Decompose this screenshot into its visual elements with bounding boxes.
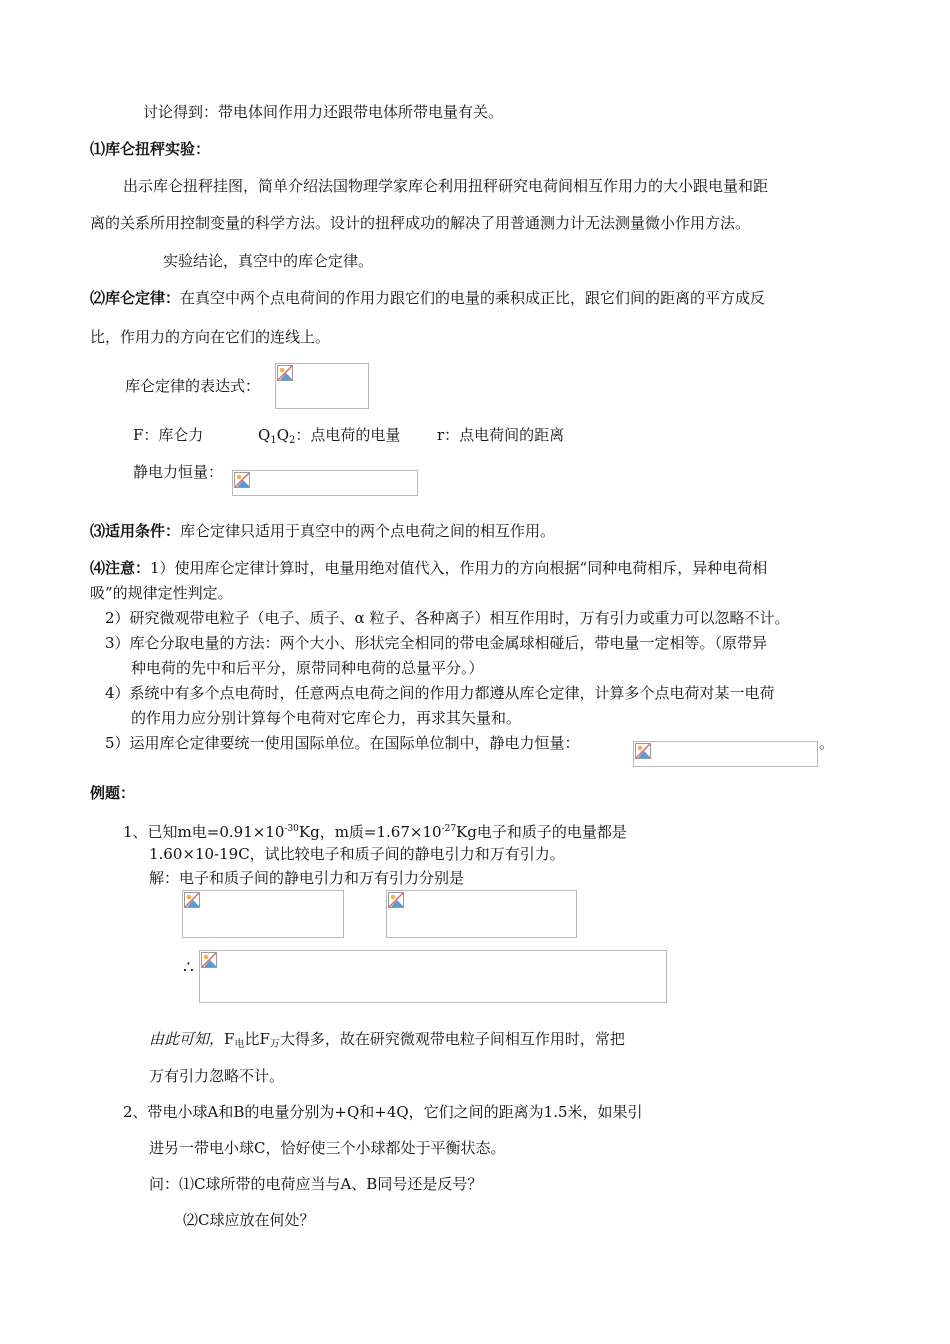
heading-notes: ⑷注意： [90,559,151,577]
symbol-r: r：点电荷间的距离 [437,426,565,444]
conditions-text: 库仑定律只适用于真空中的两个点电荷之间的相互作用。 [180,522,556,540]
paragraph-line: 出示库仑扭秤挂图，简单介绍法国物理学家库仑利用扭秤研究电荷间相互作用力的大小跟电量和距 [123,177,769,195]
discussion-text: 讨论得到：带电体间作用力还跟带电体所带电量有关。 [143,103,504,121]
therefore-symbol: ∴ [183,958,194,978]
symbol-f: F：库仑力 [133,426,204,444]
coulomb-law-line [90,288,765,308]
note-5-period: 。 [819,734,835,752]
formula-image [275,363,369,409]
note-3-continued: 种电荷的先中和后平分，原带同种电荷的总量平分。） [131,659,484,677]
constant-image [232,470,418,496]
heading-coulomb-law: ⑵库仑定律： [90,289,181,307]
symbol-q1q2: $Q_1Q_2$：点电荷的电量 [258,426,401,446]
paragraph-line: 比，作用力的方向在它们的连线上。 [90,328,331,346]
paragraph-line: 离的关系所用控制变量的科学方法。设计的扭秤成功的解决了用普通测力计无法测量微小作用方法。 [90,214,751,232]
note-1-text: 1）使用库仑定律计算时，电量用绝对值代入，作用力的方向根据“同种电荷相斥，异种电荷相 [150,559,768,577]
constant-image-2 [633,741,818,767]
broken-image-icon [201,952,217,968]
example-1-solution: 解：电子和质子间的静电引力和万有引力分别是 [149,869,465,887]
experiment-conclusion: 实验结论，真空中的库仑定律。 [163,252,374,270]
formula-image-electric [182,890,344,938]
formula-image-ratio [199,950,667,1003]
conditions-line [90,521,555,541]
note-3: 3）库仑分取电量的方法：两个大小、形状完全相同的带电金属球相碰后，带电量一定相等。（原带异 [105,634,768,652]
example-1-conclusion-continued: 万有引力忽略不计。 [149,1067,285,1085]
broken-image-icon [277,365,293,381]
note-5: 5）运用库仑定律要统一使用国际单位。在国际单位制中，静电力恒量： [105,734,580,752]
example-2-question-2: ⑵C球应放在何处？ [183,1211,315,1229]
note-4: 4）系统中有多个点电荷时，任意两点电荷之间的作用力都遵从库仑定律，计算多个点电荷对某一电荷 [105,684,775,702]
expression-label: 库仑定律的表达式： [125,377,261,395]
heading-torsion-experiment: ⑴库仑扭秤实验： [90,140,211,158]
notes-line [90,558,767,578]
heading-examples: 例题： [90,784,136,802]
example-2-question-1: 问：⑴C球所带的电荷应当与A、B同号还是反号？ [149,1175,483,1193]
note-1-continued: 吸”的规律定性判定。 [90,584,233,602]
broken-image-icon [635,743,651,759]
heading-conditions: ⑶适用条件： [90,522,181,540]
broken-image-icon [184,892,200,908]
constant-label: 静电力恒量： [133,463,224,481]
example-1-line-2: 1.60×10-19C，试比较电子和质子间的静电引力和万有引力。 [149,845,565,863]
formula-image-gravity [386,890,577,938]
example-1-conclusion: 由此可知，$F_电$比$F_万$大得多，故在研究微观带电粒子间相互作用时，常把 [149,1030,625,1050]
example-2-line-2: 进另一带电小球C，恰好使三个小球都处于平衡状态。 [149,1139,506,1157]
coulomb-law-text: 在真空中两个点电荷间的作用力跟它们的电量的乘积成正比，跟它们间的距离的平方成反 [180,289,766,307]
broken-image-icon [388,892,404,908]
note-4-continued: 的作用力应分别计算每个电荷对它库仑力，再求其矢量和。 [131,709,522,727]
note-2: 2）研究微观带电粒子（电子、质子、α 粒子、各种离子）相互作用时，万有引力或重力可以忽略不计。 [105,609,790,627]
broken-image-icon [234,472,250,488]
example-2-line-1: 2、带电小球A和B的电量分别为+Q和+4Q，它们之间的距离为1.5米，如果引 [123,1103,643,1121]
example-1-line-1: 1、已知m电$=0.91\times 10^{-30}Kg$，m质$=1.67\times 10^{-27}Kg$电子和质子的电量都是 [123,823,627,841]
